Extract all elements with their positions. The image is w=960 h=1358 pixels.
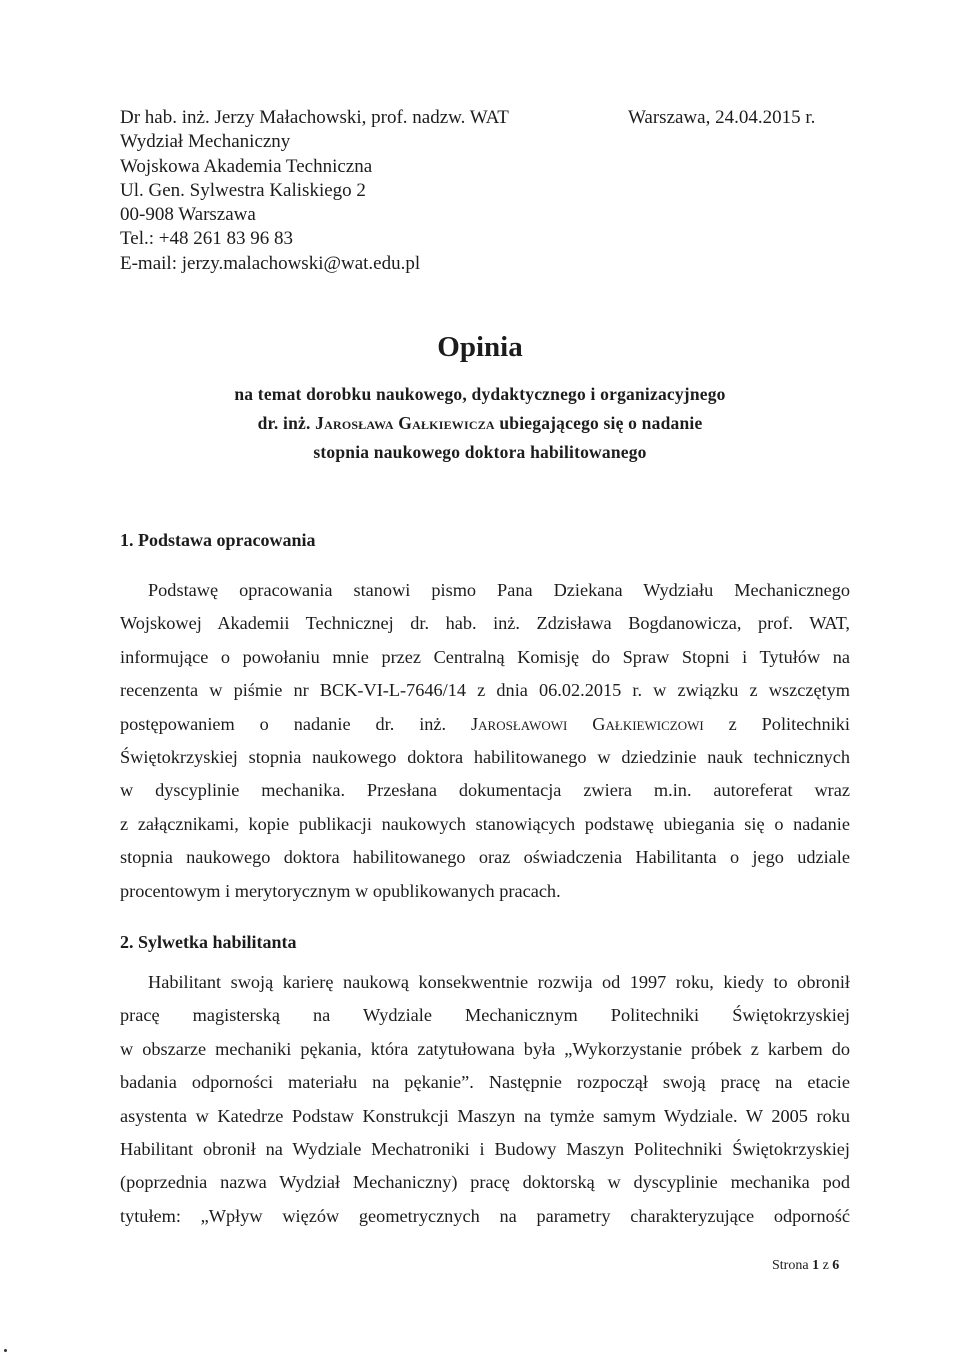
paragraph-line: stopnia naukowego doktora habilitowanego oraz oświadczenia Habilitanta o jego udziale: [120, 847, 850, 868]
section-1-heading: 1. Podstawa opracowania: [120, 530, 316, 550]
current-page-number: 1: [812, 1258, 820, 1273]
sender-address-block: [120, 106, 509, 276]
paragraph-line: procentowym i merytorycznym w opublikowanych pracach.: [120, 880, 561, 901]
subtitle-line-3: stopnia naukowego doktora habilitowanego: [313, 442, 647, 462]
sender-city: 00-908 Warszawa: [120, 204, 256, 226]
subtitle-line-1: na temat dorobku naukowego, dydaktycznego i organizacyjnego: [234, 384, 726, 404]
paragraph-line: [120, 708, 850, 741]
sender-institution: Wojskowa Akademia Techniczna: [120, 155, 373, 177]
line-text: postępowaniem o nadanie dr. inż.: [120, 713, 447, 734]
paragraph-line: z załącznikami, kopie publikacji naukowych stanowiących podstawę ubiegania się o nadanie: [120, 813, 850, 834]
paragraph-line: Habilitant obronił na Wydziale Mechatroniki i Budowy Maszyn Politechniki Świętokrzyskiej: [120, 1138, 850, 1159]
subtitle-title-prefix: dr. inż.: [257, 413, 311, 433]
sender-email: E-mail: jerzy.malachowski@wat.edu.pl: [120, 252, 421, 274]
paragraph-line: informujące o powołaniu mnie przez Centralną Komisję do Spraw Stopni i Tytułów na: [120, 646, 850, 667]
candidate-name: Jarosława Gałkiewicza: [315, 413, 495, 433]
paragraph-line: Wojskowej Akademii Technicznej dr. hab. inż. Zdzisława Bogdanowicza, prof. WAT,: [120, 613, 850, 634]
paragraph-line: Podstawę opracowania stanowi pismo Pana Dziekana Wydziału Mechanicznego: [148, 580, 850, 600]
page-of-label: z: [822, 1258, 829, 1273]
sender-name: Dr hab. inż. Jerzy Małachowski, prof. nadzw. WAT: [120, 107, 509, 128]
section-2-heading: 2. Sylwetka habilitanta: [120, 932, 297, 952]
paragraph-line: tytułem: „Wpływ więzów geometrycznych na parametry charakteryzujące odporność: [120, 1205, 850, 1226]
document-title: Opinia: [437, 331, 523, 363]
paragraph-line: recenzenta w piśmie nr BCK-VI-L-7646/14 z dnia 06.02.2015 r. w związku z wszczętym: [120, 680, 850, 701]
paragraph-line: asystenta w Katedrze Podstaw Konstrukcji Maszyn na tymże samym Wydziale. W 2005 roku: [120, 1105, 850, 1126]
line-text: z Politechniki: [728, 713, 850, 734]
subtitle-line-2-suffix: ubiegającego się o nadanie: [499, 413, 703, 433]
page-number-footer: [772, 1258, 839, 1274]
sender-phone: Tel.: +48 261 83 96 83: [120, 228, 293, 250]
paragraph-line: w obszarze mechaniki pękania, która zatytułowana była „Wykorzystanie próbek z karbem do: [120, 1038, 850, 1059]
scan-speck: [4, 1349, 7, 1352]
letter-date: Warszawa, 24.04.2015 r.: [628, 107, 816, 128]
paragraph-line: badania odporności materiału na pękanie”. Następnie rozpoczął swoją pracę na etacie: [120, 1072, 850, 1093]
candidate-name-dative: Jarosławowi Gałkiewiczowi: [471, 713, 704, 734]
sender-street: Ul. Gen. Sylwestra Kaliskiego 2: [120, 179, 366, 201]
paragraph-line: (poprzednia nazwa Wydział Mechaniczny) pracę doktorską w dyscyplinie mechanika pod: [120, 1172, 850, 1193]
section-2-paragraph: [120, 966, 850, 1233]
subtitle-line-2: [0, 409, 960, 438]
document-subtitle: [0, 380, 960, 467]
paragraph-line: Habilitant swoją karierę naukową konsekwentnie rozwija od 1997 roku, kiedy to obronił: [148, 972, 850, 992]
total-pages-number: 6: [832, 1258, 840, 1273]
paragraph-line: pracę magisterską na Wydziale Mechanicznym Politechniki Świętokrzyskiej: [120, 1005, 850, 1026]
paragraph-line: Świętokrzyskiej stopnia naukowego doktora habilitowanego w dziedzinie nauk technicznych: [120, 746, 850, 767]
paragraph-line: w dyscyplinie mechanika. Przesłana dokumentacja zwiera m.in. autoreferat wraz: [120, 780, 850, 801]
sender-faculty: Wydział Mechaniczny: [120, 131, 291, 153]
page-label: Strona: [772, 1258, 809, 1273]
section-1-paragraph: [120, 574, 850, 908]
